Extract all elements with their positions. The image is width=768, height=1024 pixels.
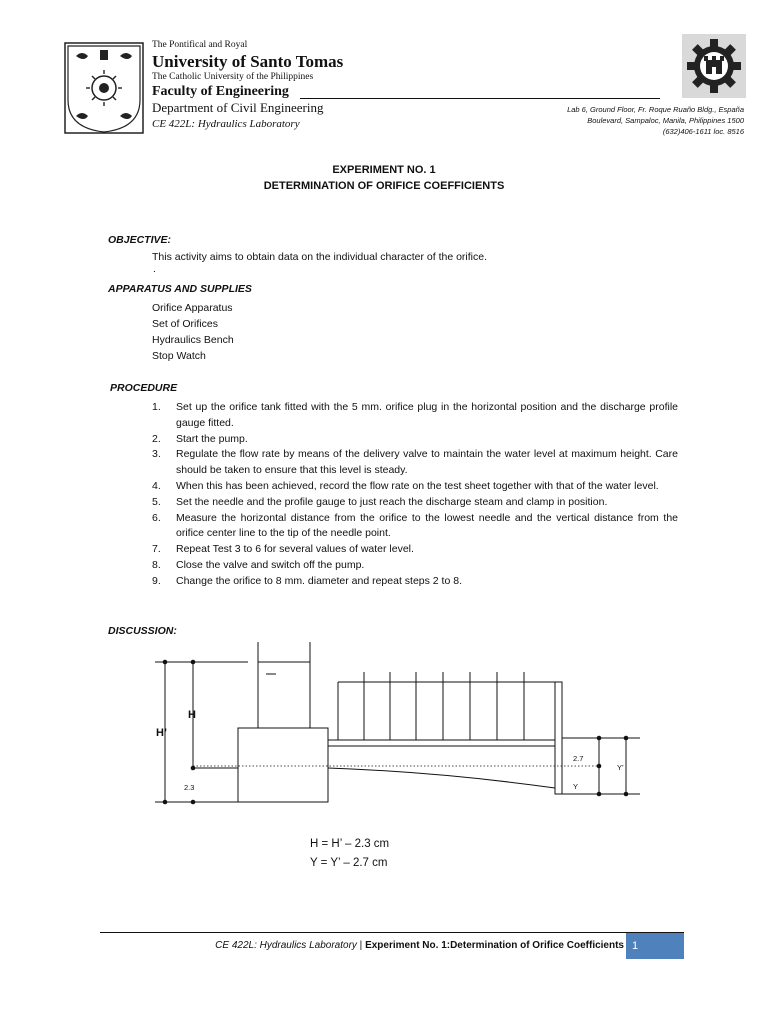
faculty-name: Faculty of Engineering xyxy=(152,84,289,99)
course-name: CE 422L: Hydraulics Laboratory xyxy=(152,118,300,130)
label-y-prime: Y’ xyxy=(617,763,624,772)
procedure-step: 4. When this has been achieved, record the flow rate on the test sheet together with that of the water level. xyxy=(152,479,659,492)
equation-h: H = H’ – 2.3 cm xyxy=(310,838,390,850)
procedure-step: 7. Repeat Test 3 to 6 for several values of water level. xyxy=(152,543,414,556)
apparatus-heading: APPARATUS AND SUPPLIES xyxy=(108,283,252,295)
university-seal xyxy=(62,40,146,136)
experiment-title: DETERMINATION OF ORIFICE COEFFICIENTS xyxy=(263,180,505,192)
footer-experiment: Experiment No. 1:Determination of Orifice Coefficients xyxy=(365,940,624,951)
list-item: Orifice Apparatus xyxy=(152,302,233,314)
procedure-step: 5. Set the needle and the profile gauge to just reach the discharge steam and clamp in position. xyxy=(152,495,608,508)
university-name: University of Santo Tomas xyxy=(152,52,344,71)
procedure-step: 2. Start the pump. xyxy=(152,432,248,445)
header-rule xyxy=(300,98,660,99)
objective-dot: . xyxy=(153,263,156,275)
footer-rule xyxy=(100,932,684,933)
footer-text xyxy=(100,936,624,956)
department-name: Department of Civil Engineering xyxy=(152,100,324,115)
engineering-logo xyxy=(682,34,746,98)
seal-icon xyxy=(62,40,146,136)
lab-address: Lab 6, Ground Floor, Fr. Roque Ruaño Bldg., España Boulevard, Sampaloc, Manila, Philippines 1500 (632)406-1611 loc. 8516 xyxy=(567,105,744,136)
label-y: Y xyxy=(573,782,579,791)
label-h: H xyxy=(188,709,196,721)
procedure-heading: PROCEDURE xyxy=(110,382,178,394)
footer-separator: | xyxy=(356,940,366,951)
procedure-step: 6. Measure the horizontal distance from the orifice to the lowest needle and the vertical distance from the orifice center line to the tip of the needle point. xyxy=(152,511,678,540)
experiment-number: EXPERIMENT NO. 1 xyxy=(332,164,436,176)
water-jet xyxy=(328,768,555,788)
list-item: Stop Watch xyxy=(152,350,206,362)
list-item: Hydraulics Bench xyxy=(152,334,234,346)
procedure-list xyxy=(152,400,678,590)
objective-heading: OBJECTIVE: xyxy=(108,234,172,246)
label-2-7: 2.7 xyxy=(573,754,584,763)
procedure-step: 9. Change the orifice to 8 mm. diameter and repeat steps 2 to 8. xyxy=(152,574,462,587)
tank-body xyxy=(238,728,328,802)
gear-icon xyxy=(682,34,746,98)
apparatus-list xyxy=(152,300,234,364)
list-item: Set of Orifices xyxy=(152,318,218,330)
objective-text: This activity aims to obtain data on the individual character of the orifice. xyxy=(152,251,488,263)
gauge-post xyxy=(555,682,562,794)
procedure-step: 8. Close the valve and switch off the pump. xyxy=(152,558,365,571)
page-number: 1 xyxy=(626,933,684,959)
label-2-3: 2.3 xyxy=(184,783,195,792)
procedure-step: 1. Set up the orifice tank fitted with the 5 mm. orifice plug in the horizontal position and the discharge profile gauge fitted. xyxy=(152,401,678,429)
label-h-prime: H’ xyxy=(156,727,167,739)
equation-y: Y = Y’ – 2.7 cm xyxy=(310,857,388,869)
procedure-step: 3. Regulate the flow rate by means of the delivery valve to maintain the water level at maximum height. Care should be taken to ensure that this level is steady. xyxy=(152,448,678,477)
catholic-text: The Catholic University of the Philippines xyxy=(152,72,314,82)
orifice-diagram xyxy=(0,635,768,815)
footer-course: CE 422L: Hydraulics Laboratory xyxy=(215,940,357,951)
pontifical-text: The Pontifical and Royal xyxy=(152,40,248,50)
discussion-heading: DISCUSSION: xyxy=(108,625,177,637)
